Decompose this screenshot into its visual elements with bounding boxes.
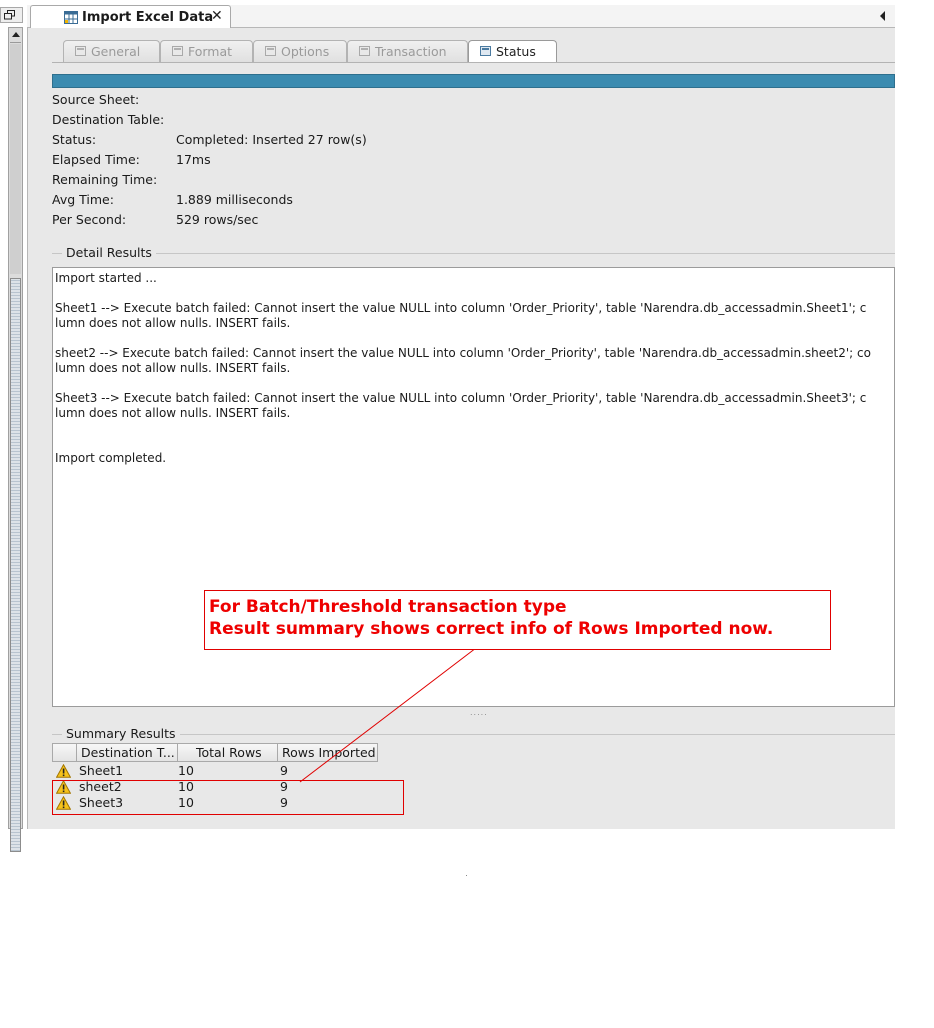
detail-line: Sheet1 --> Execute batch failed: Cannot insert the value NULL into column 'Order_Priority', table 'Narendra.db_accessadmin.Sheet1'; c: [55, 301, 867, 315]
cell-total-rows: 10: [178, 795, 194, 810]
splitter-handle[interactable]: .....: [470, 708, 488, 717]
status-value: 17ms: [176, 152, 211, 167]
annotation-highlight-box: [52, 780, 404, 815]
status-value: 1.889 milliseconds: [176, 192, 293, 207]
annotation-line-1: For Batch/Threshold transaction type: [209, 597, 567, 617]
cell-rows-imported: 9: [280, 779, 288, 794]
column-header-rows-imported[interactable]: Rows Imported: [277, 743, 378, 762]
status-label: Destination Table:: [52, 112, 165, 127]
detail-line: lumn does not allow nulls. INSERT fails.: [55, 361, 291, 375]
column-header-destination[interactable]: Destination T...: [76, 743, 178, 762]
detail-line: lumn does not allow nulls. INSERT fails.: [55, 406, 291, 420]
status-label: Elapsed Time:: [52, 152, 140, 167]
status-label: Remaining Time:: [52, 172, 158, 187]
annotation-line-2: Result summary shows correct info of Rows Imported now.: [209, 619, 774, 639]
summary-results-heading: Summary Results: [62, 726, 180, 741]
status-label: Source Sheet:: [52, 92, 140, 107]
detail-line: Import completed.: [55, 451, 167, 465]
detail-results-heading: Detail Results: [62, 245, 156, 260]
editor-tab-label: Import Excel Data: [82, 10, 214, 25]
detail-line: lumn does not allow nulls. INSERT fails.: [55, 316, 291, 330]
status-label: Status:: [52, 132, 97, 147]
detail-line: Sheet3 --> Execute batch failed: Cannot insert the value NULL into column 'Order_Priority', table 'Narendra.db_accessadmin.Sheet3'; c: [55, 391, 867, 405]
cell-rows-imported: 9: [280, 763, 288, 778]
status-value: Completed: Inserted 27 row(s): [176, 132, 367, 147]
stray-dot: [466, 875, 467, 876]
cell-destination: sheet2: [79, 779, 122, 794]
cell-rows-imported: 9: [280, 795, 288, 810]
detail-line: sheet2 --> Execute batch failed: Cannot insert the value NULL into column 'Order_Priority', table 'Narendra.db_accessadmin.sheet2'; co: [55, 346, 871, 360]
cell-total-rows: 10: [178, 763, 194, 778]
tab-status-label: Status: [496, 44, 536, 59]
status-value: 529 rows/sec: [176, 212, 259, 227]
cell-destination: Sheet3: [79, 795, 124, 810]
detail-line: Import started ...: [55, 271, 157, 285]
close-icon[interactable]: ✕: [211, 8, 223, 24]
column-header-total-rows[interactable]: Total Rows: [177, 743, 278, 762]
tab-transaction-label: Transaction: [375, 44, 447, 59]
cell-destination: Sheet1: [79, 763, 124, 778]
annotation-callout: [204, 590, 831, 650]
status-label: Per Second:: [52, 212, 127, 227]
tab-format-label: Format: [188, 44, 233, 59]
status-label: Avg Time:: [52, 192, 114, 207]
cell-total-rows: 10: [178, 779, 194, 794]
tab-options-label: Options: [281, 44, 330, 59]
tab-general-label: General: [91, 44, 141, 59]
